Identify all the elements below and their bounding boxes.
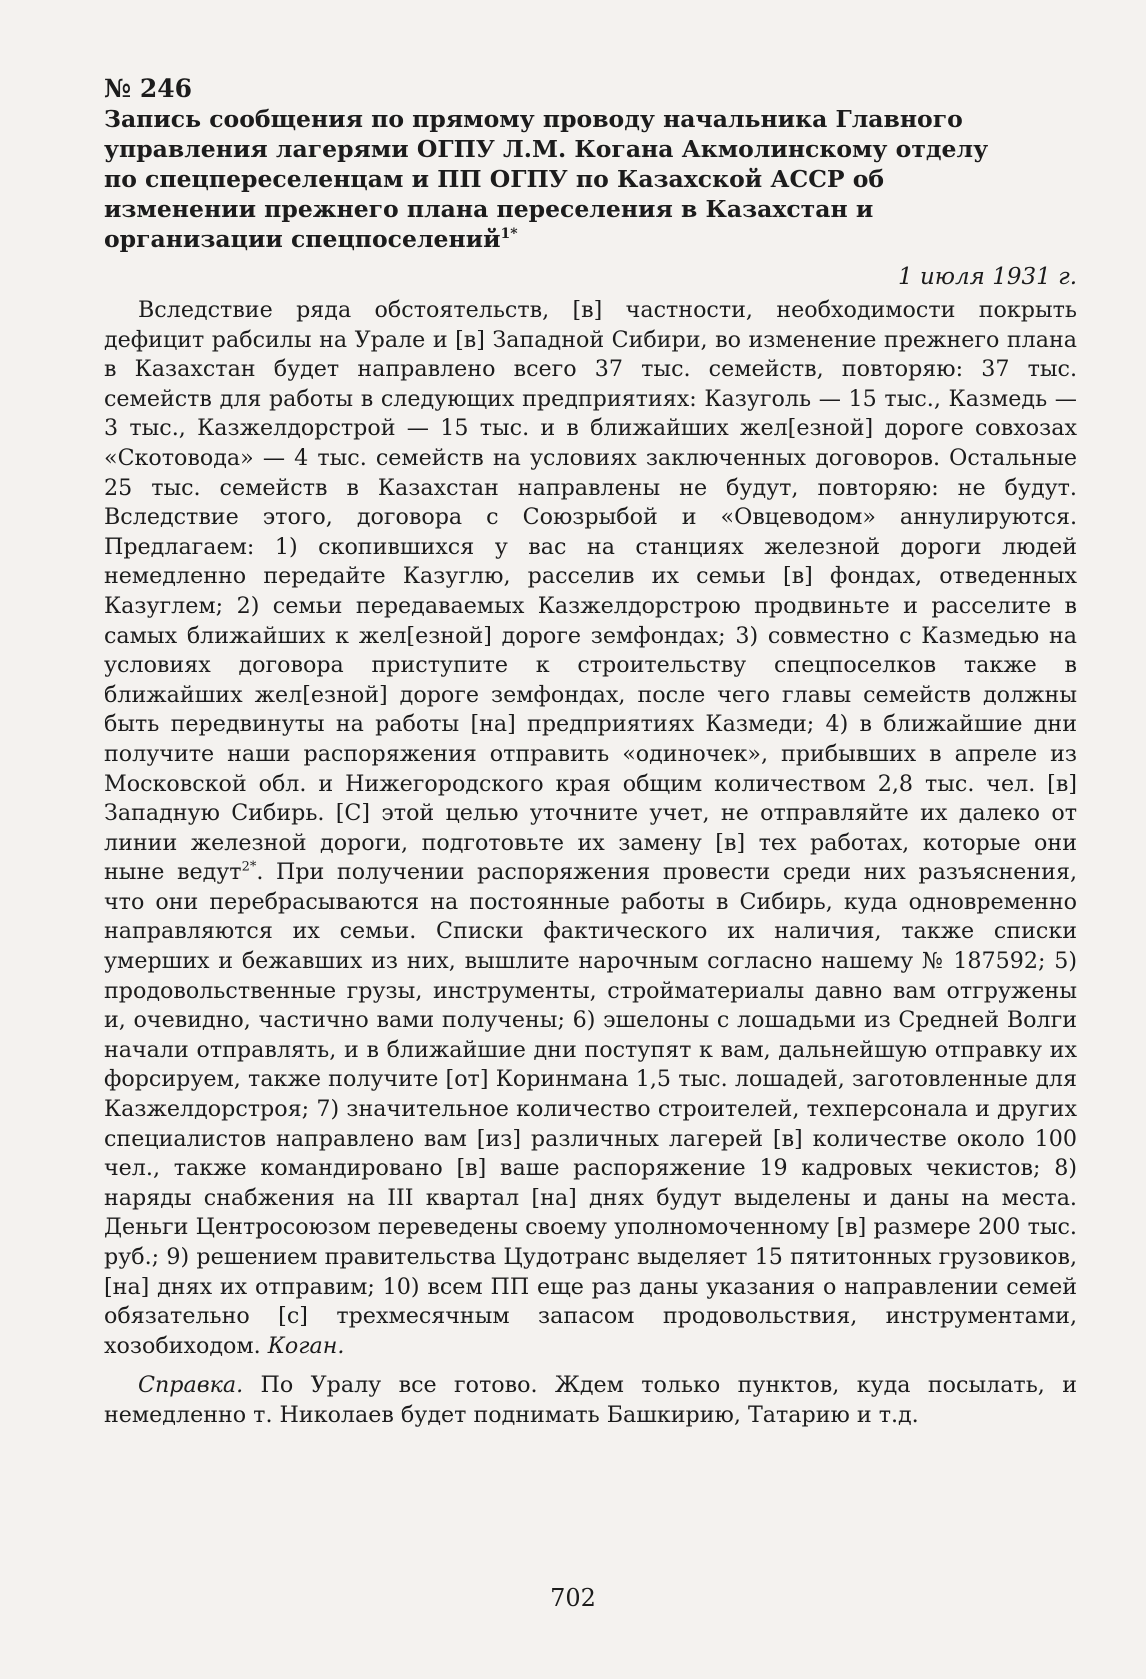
- body-text-part-1: Вследствие ряда обстоятельств, [в] частности, необходимости покрыть дефицит рабсилы на Урале и [в] Западной Сибири, во изменение прежнего плана в Казахстан будет направлено всего 37 тыс. семейств, повторяю: 37 тыс. семейств для работы в следующих предприятиях: Казуголь — 15 тыс., Казмедь — 3 тыс., Казжелдорстрой — 15 тыс. и в ближайших жел[езной] дороге совхозах «Скотовода» — 4 тыс. семейств на условиях заключенных договоров. Остальные 25 тыс. семейств в Казахстан направлены не будут, повторяю: не будут. Вследствие этого, договора с Союзрыбой и «Овцеводом» аннулируются. Предлагаем: 1) скопившихся у вас на станциях железной дороги людей немедленно передайте Казуглю, расселив их семьи [в] фондах, отведенных Казуглем; 2) семьи передаваемых Казжелдорстрою продвиньте и расселите в самых ближайших к жел[езной] дороге земфондах; 3) совместно с Казмедью на условиях договора приступите к строительству спецпоселков также в ближайших жел[езной] дороге земфондах, после чего главы семейств должны быть передвинуты на работы [на] предприятиях Казмеди; 4) в ближайшие дни получите наши распоряжения отправить «одиночек», прибывших в апреле из Московской обл. и Нижегородского края общим количеством 2,8 тыс. чел. [в] Западную Сибирь. [С] этой целью уточните учет, не отправляйте их далеко от линии железной дороги, подготовьте их замену [в] тех работах, которые они ныне ведут: [104, 297, 1077, 886]
- reference-note-text: По Уралу все готово. Ждем только пунктов, куда посылать, и немедленно т. Николаев будет поднимать Башкирию, Татарию и т.д.: [104, 1372, 1077, 1428]
- body-footnote-mark: 2*: [241, 859, 257, 875]
- body-text-part-2: . При получении распоряжения провести среди них разъяснения, что они перебрасываются на постоянные работы в Сибирь, куда одновременно направляются их семьи. Списки фактического их наличия, также списки умерших и бежавших из них, вышлите нарочным согласно нашему № 187592; 5) продовольственные грузы, инструменты, стройматериалы давно вам отгружены и, очевидно, частично вами получены; 6) эшелоны с лошадьми из Средней Волги начали отправлять, и в ближайшие дни поступят к вам, дальнейшую отправку их форсируем, также получите [от] Коринмана 1,5 тыс. лошадей, заготовленные для Казжелдорстроя; 7) значительное количество строителей, техперсонала и других специалистов направлено вам [из] различных лагерей [в] количестве около 100 чел., также командировано [в] ваше распоряжение 19 кадровых чекистов; 8) наряды снабжения на III квартал [на] днях будут выделены и даны на места. Деньги Центросоюзом переведены своему уполномоченному [в] размере 200 тыс. руб.; 9) решением правительства Цудотранс выделяет 15 пятитонных грузовиков, [на] днях их отправим; 10) всем ПП еще раз даны указания о направлении семей обязательно [с] трехмесячным запасом продовольствия, инструментами, хозобиходом.: [104, 859, 1078, 1359]
- document-number: № 246: [104, 74, 193, 103]
- title-footnote-mark: 1*: [500, 226, 518, 243]
- reference-note: [104, 1371, 1077, 1430]
- page-number: 702: [550, 1584, 596, 1612]
- signature: Коган.: [267, 1332, 345, 1359]
- document-content: [104, 74, 1077, 1431]
- document-body: [104, 296, 1077, 1361]
- document-title-text: Запись сообщения по прямому проводу начальника Главного управления лагерями ОГПУ Л.М. Когана Акмолинскому отделу по спецпереселенцам и ПП ОГПУ по Казахской АССР об изменении прежнего плана переселения в Казахстан и организации спецпоселений: [104, 105, 989, 253]
- document-title: [104, 104, 1024, 254]
- document-date: 1 июля 1931 г.: [898, 264, 1077, 290]
- reference-note-label: Справка.: [138, 1372, 244, 1399]
